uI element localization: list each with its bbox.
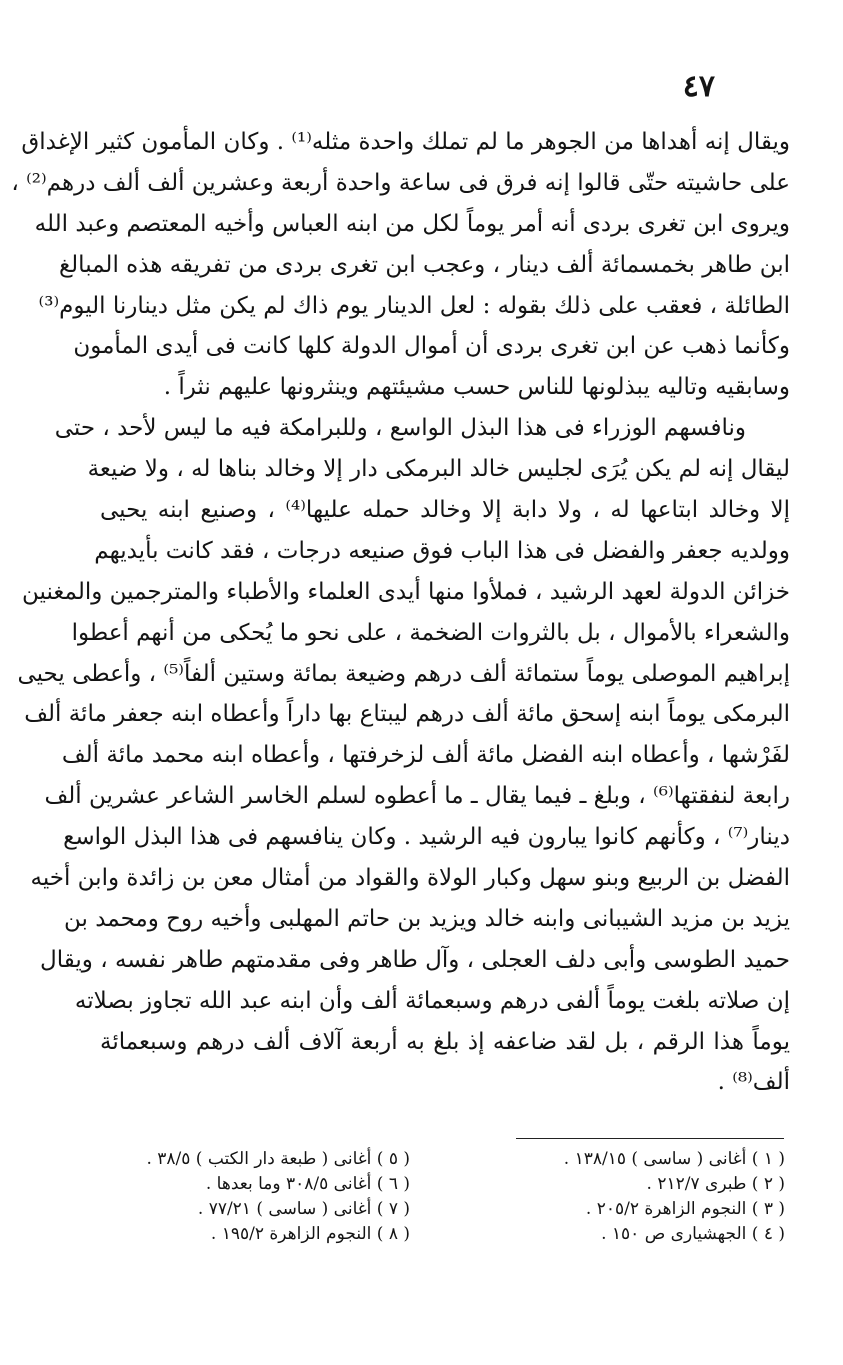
text-line: البرمكى يوماً ابنه إسحق مائة ألف درهم ليبتاع بها داراً وأعطاه ابنه جعفر مائة ألف (24, 701, 790, 728)
text-line: الفضل بن الربيع وبنو سهل وكبار الولاة والقواد من أمثال معن بن زائدة وابن أخيه (30, 865, 790, 892)
footnote-divider (516, 1138, 784, 1139)
text-line: الطائلة ، فعقب على ذلك بقوله : لعل الدينار يوم ذاك لم يكن مثل دينارنا اليوم⁽³⁾ (38, 292, 790, 319)
text-line: دينار⁽⁷⁾ ، وكأنهم كانوا يبارون فيه الرشيد . وكان ينافسهم فى هذا البذل الواسع (63, 824, 790, 851)
text-line: على حاشيته حتّى قالوا إنه فرق فى ساعة واحدة أربعة وعشرين ألف ألف درهم⁽²⁾ ، (11, 169, 790, 196)
text-line: خزائن الدولة لعهد الرشيد ، فملأوا منها أيدى العلماء والأطباء والمترجمين والمغنين (22, 578, 790, 605)
footnote-8: ( ٨ ) النجوم الزاهرة ١٩٥/٢ . (210, 1224, 410, 1244)
text-line: ليقال إنه لم يكن يُرَى لجليس خالد البرمكى دار إلا وخالد بناها له ، ولا ضيعة (87, 456, 790, 483)
footnote-1: ( ١ ) أغانى ( ساسى ) ١٣٨/١٥ . (563, 1149, 785, 1169)
text-line: ابن طاهر بخمسمائة ألف دينار ، وعجب ابن تغرى بردى من تفريقه هذه المبالغ (58, 251, 790, 278)
text-line: لفَرْشها ، وأعطاه ابنه الفضل مائة ألف لزخرفتها ، وأعطاه ابنه محمد مائة ألف (61, 742, 790, 769)
text-line: يوماً هذا الرقم ، بل لقد ضاعفه إذ بلغ به أربعة آلاف ألف درهم وسبعمائة (100, 1028, 790, 1055)
footnote-3: ( ٣ ) النجوم الزاهرة ٢٠٥/٢ . (585, 1199, 785, 1219)
footnote-4: ( ٤ ) الجهشيارى ص ١٥٠ . (601, 1224, 785, 1244)
footnotes-column-right (515, 1147, 785, 1247)
text-line: إلا وخالد ابتاعها له ، ولا دابة إلا وخالد حمله عليها⁽⁴⁾ ، وصنيع ابنه يحيى (100, 497, 791, 524)
text-line: رابعة لنفقتها⁽⁶⁾ ، وبلغ ـ فيما يقال ـ ما أعطوه لسلم الخاسر الشاعر عشرين ألف (44, 783, 790, 810)
footnote-2: ( ٢ ) طبرى ٢١٢/٧ . (646, 1174, 785, 1194)
text-line: ألف⁽⁸⁾ . (717, 1069, 790, 1096)
text-line: إبراهيم الموصلى يوماً ستمائة ألف درهم وضيعة بمائة وستين ألفاً⁽⁵⁾ ، وأعطى يحيى (17, 660, 790, 687)
footnotes-column-left (110, 1147, 410, 1247)
text-line: إن صلاته بلغت يوماً ألفى درهم وسبعمائة ألف وأن ابنه عبد الله تجاوز بصلاته (74, 987, 790, 1014)
text-line: وكأنما ذهب عن ابن تغرى بردى أن أموال الدولة كلها كانت فى أيدى المأمون (73, 333, 790, 360)
text-line: حميد الطوسى وأبى دلف العجلى ، وآل طاهر وفى مقدمتهم طاهر نفسه ، ويقال (40, 946, 790, 973)
footnote-6: ( ٦ ) أغانى ٣٠٨/٥ وما بعدها . (205, 1174, 410, 1194)
text-line: ونافسهم الوزراء فى هذا البذل الواسع ، وللبرامكة فيه ما ليس لأحد ، حتى (54, 415, 746, 442)
footnote-7: ( ٧ ) أغانى ( ساسى ) ٧٧/٢١ . (197, 1199, 410, 1219)
body-text (11, 122, 791, 1103)
footnote-5: ( ٥ ) أغانى ( طبعة دار الكتب ) ٣٨/٥ . (146, 1149, 410, 1169)
page-number: ٤٧ (682, 69, 715, 104)
text-line: ويروى ابن تغرى بردى أنه أمر يوماً لكل من ابنه العباس وأخيه المعتصم وعبد الله (34, 210, 790, 237)
text-line: وسابقيه وتاليه يبذلونها للناس حسب مشيئتهم وينثرونها عليهم نثراً . (163, 374, 790, 401)
text-line: والشعراء بالأموال ، بل بالثروات الضخمة ، على نحو ما يُحكى من أنهم أعطوا (71, 619, 790, 646)
text-line: ويقال إنه أهداها من الجوهر ما لم تملك واحدة مثله⁽¹⁾ . وكان المأمون كثير الإغداق (21, 129, 790, 155)
text-line: وولديه جعفر والفضل فى هذا الباب فوق صنيعه درجات ، فقد كانت بأيديهم (94, 537, 790, 564)
text-line: يزيد بن مزيد الشيبانى وابنه خالد ويزيد بن حاتم المهلبى وأخيه روح ومحمد بن (64, 905, 790, 932)
